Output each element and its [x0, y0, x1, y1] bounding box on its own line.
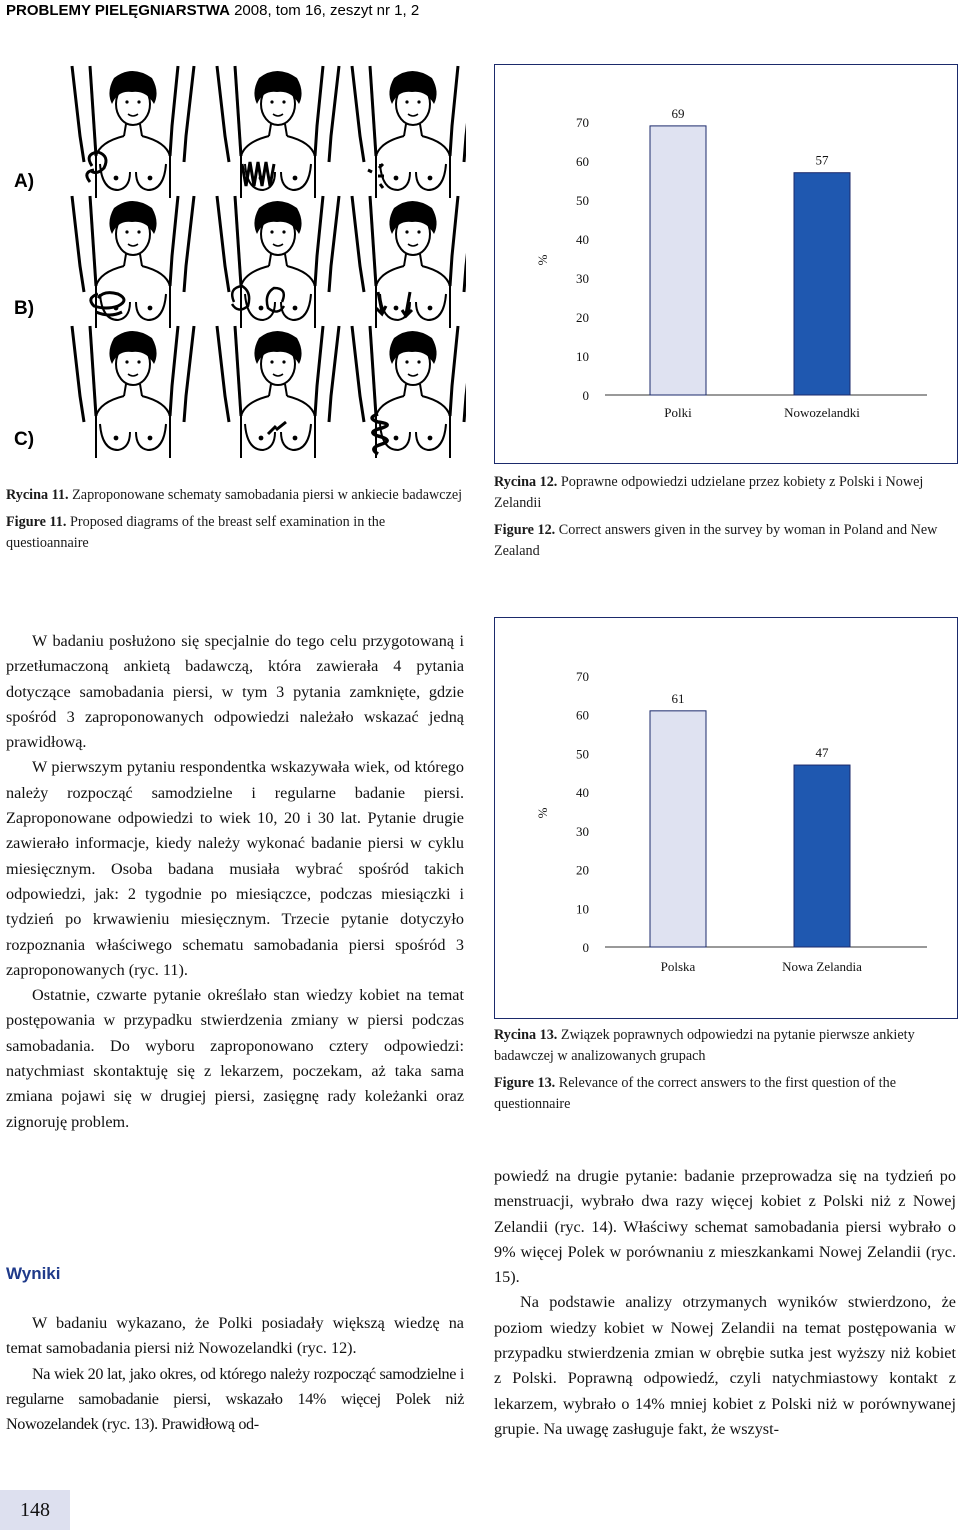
paragraph: W pierwszym pytaniu respondentka wskazywała wiek, od którego należy rozpocząć samodzielne i regularne badanie piersi. Zaproponowane odpowiedzi to wiek 10, 20 i 30 lat. Pytanie drugie zawierało informacje, kiedy należy wykonać badanie piersi w cyklu miesięcznym. Osoba badana musiała wybrać spośród takich odpowiedzi, jak: 2 tygodnie po miesiączce, podczas miesiączki i tydzień po krwawieniu miesięcznym. Trzecie pytanie dotyczyło rozpoznania właściwego schematu samobadania piersi spośród 3 zaproponowanych (ryc. 11).	[6, 758, 464, 979]
caption-figure-12	[494, 472, 956, 568]
diagram-b3	[352, 196, 466, 328]
paragraph: W badaniu wykazano, że Polki posiadały większą wiedzę na temat samobadania piersi niż Nowozelandki (ryc. 12).	[6, 1314, 464, 1358]
caption-text: Proposed diagrams of the breast self examination in the questioannaire	[6, 514, 386, 551]
x-category-label: Polki	[664, 405, 692, 420]
breast-self-exam-diagrams	[6, 62, 466, 462]
diagram-c3	[352, 326, 466, 458]
y-tick-label: 60	[576, 154, 589, 169]
row-label-b: B)	[14, 298, 35, 319]
pattern-circles-b2	[232, 286, 284, 312]
caption-label: Figure 11.	[6, 514, 67, 530]
bar-nowozelandki	[794, 173, 850, 395]
paragraph: Ostatnie, czwarte pytanie określało stan wiedzy kobiet na temat postępowania w przypadku stwierdzenia zmiany w piersi podczas samobadania. Do wyboru zaproponowano cztery odpowiedzi: natychmiast skontaktuję się z lekarzem, poczekam, aż taka sama zmiana pojawi się w drugiej piersi, zasięgnę rady koleżanki oraz zignoruję problem.	[6, 986, 464, 1131]
chart-13-svg	[495, 618, 957, 1018]
chart-12-svg	[495, 65, 957, 463]
pattern-arrows-b3	[376, 292, 412, 316]
caption-text: Relevance of the correct answers to the first question of the questionnaire	[494, 1075, 896, 1112]
bar-value-label: 47	[815, 745, 829, 761]
y-tick-label: 70	[576, 115, 589, 130]
caption-text: Correct answers given in the survey by woman in Poland and New Zealand	[494, 522, 938, 559]
bar-value-label: 69	[671, 105, 685, 121]
journal-title: PROBLEMY PIELĘGNIARSTWA	[6, 2, 230, 19]
section-heading-results: Wyniki	[6, 1264, 61, 1283]
bar-value-label: 57	[815, 152, 829, 168]
caption-text: Poprawne odpowiedzi udzielane przez kobiety z Polski i Nowej Zelandii	[494, 474, 924, 511]
y-tick-label: 10	[576, 901, 589, 917]
caption-figure-13	[494, 1025, 956, 1121]
diagram-a1	[72, 66, 194, 198]
bar-polska	[650, 711, 706, 947]
y-axis-label: %	[535, 254, 550, 266]
diagram-a2	[217, 66, 339, 198]
y-tick-label: 50	[576, 193, 589, 208]
bar-value-label: 61	[671, 690, 685, 706]
y-axis-label: %	[535, 807, 550, 819]
paragraph: Na wiek 20 lat, jako okres, od którego należy rozpocząć samodzielne i regularne samobadanie piersi, wskazało 14% więcej Polek niż Nowozelandek (ryc. 13). Prawidłową od-	[6, 1364, 464, 1434]
figure-13-chart	[494, 617, 958, 1019]
caption-label: Rycina 11.	[6, 487, 69, 503]
body-column-left	[6, 629, 464, 1135]
y-tick-label: 10	[576, 349, 589, 364]
body-column-left-results	[6, 1311, 464, 1437]
y-tick-label: 40	[576, 785, 589, 801]
y-tick-label: 30	[576, 271, 589, 286]
pattern-zigzag-a2	[242, 162, 274, 186]
x-category-label: Nowa Zelandia	[782, 959, 862, 974]
y-tick-label: 40	[576, 232, 589, 247]
diagram-a3	[352, 66, 466, 198]
caption-label: Rycina 12.	[494, 474, 558, 490]
caption-text: Zaproponowane schematy samobadania piersi w ankiecie badawczej	[72, 487, 463, 503]
bar-polki	[650, 126, 706, 395]
pattern-coil-c3	[372, 414, 387, 454]
caption-label: Figure 12.	[494, 522, 556, 538]
caption-text: Związek poprawnych odpowiedzi na pytanie pierwsze ankiety badawczej w analizowanych grupach	[494, 1027, 915, 1064]
y-tick-label: 0	[582, 388, 589, 403]
row-label-c: C)	[14, 429, 35, 450]
paragraph: powiedź na drugie pytanie: badanie przeprowadza się na tydzień po menstruacji, wybrało dwa razy więcej kobiet z Polski niż z Nowej Zelandii (ryc. 14). Właściwy schemat samobadania piersi wybrało o 9% więcej Polek w porównaniu z mieszkankami Nowej Zelandii (ryc. 15).	[494, 1167, 956, 1287]
caption-figure-11	[6, 485, 468, 560]
body-column-right	[494, 1164, 956, 1442]
paragraph: W badaniu posłużono się specjalnie do tego celu przygotowaną i przetłumaczoną ankietą badawczą, która zawierała 4 pytania dotyczące samobadania piersi, w tym 3 pytania zamknięte, gdzie spośród 3 zaproponowanych odpowiedzi należało wskazać jedną prawidłową.	[6, 632, 464, 752]
figure-12-chart	[494, 64, 958, 464]
x-category-label: Polska	[660, 959, 696, 974]
caption-label: Figure 13.	[494, 1075, 556, 1091]
y-tick-label: 60	[576, 707, 589, 723]
x-category-label: Nowozelandki	[784, 405, 860, 420]
row-label-a: A)	[14, 171, 35, 192]
y-tick-label: 30	[576, 823, 589, 839]
caption-label: Rycina 13.	[494, 1027, 558, 1043]
diagram-b1	[72, 196, 194, 328]
y-tick-label: 0	[582, 940, 589, 955]
diagram-c2	[217, 326, 339, 458]
running-header	[6, 2, 419, 19]
page-number: 148	[0, 1490, 70, 1530]
figure-11-diagrams	[6, 62, 466, 462]
pattern-strokes-c2	[268, 422, 286, 434]
paragraph: Na podstawie analizy otrzymanych wyników stwierdzono, że poziom wiedzy kobiet w Nowej Zelandii na temat postępowania w przypadku stwierdzenia zmian w obrębie sutka jest wyższy niż kobiet z Polski. Poprawną odpowiedź, czyli natychmiastowy kontakt z lekarzem, wybrało o 14% mniej kobiet z Polski niż w porównywanej grupie. Na uwagę zasługuje fakt, że wszyst-	[494, 1293, 956, 1438]
bar-nowa-zelandia	[794, 765, 850, 947]
y-tick-label: 20	[576, 310, 589, 325]
y-tick-label: 70	[576, 669, 589, 684]
diagram-c1	[72, 326, 194, 458]
journal-issue: 2008, tom 16, zeszyt nr 1, 2	[234, 2, 420, 19]
y-tick-label: 50	[576, 746, 589, 762]
y-tick-label: 20	[576, 862, 589, 878]
